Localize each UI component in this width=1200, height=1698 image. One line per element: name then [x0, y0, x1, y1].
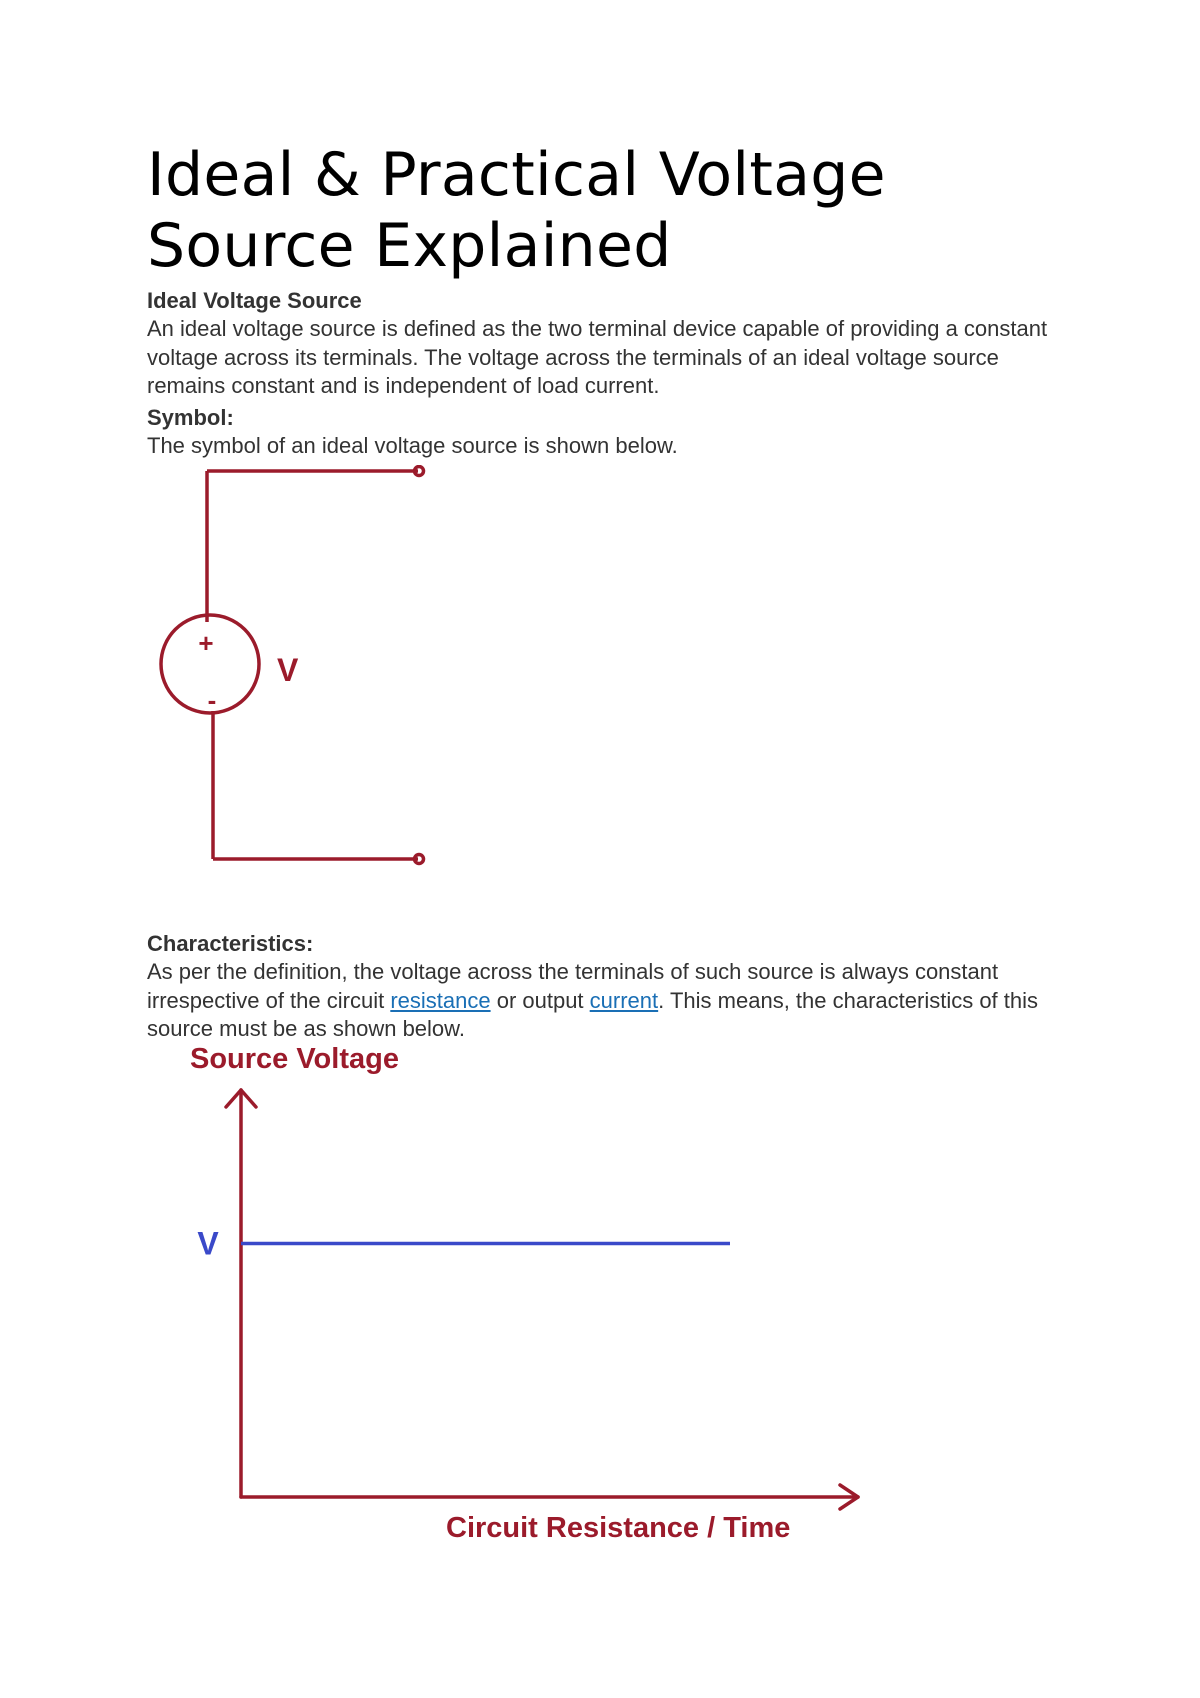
voltage-level-label: V: [197, 1225, 219, 1262]
characteristics-paragraph: [147, 958, 1067, 1044]
resistance-link[interactable]: resistance: [390, 987, 491, 1013]
document-page: [147, 140, 1067, 460]
char-text-3: . This means, the characteristics of this source must be as shown below.: [147, 987, 1039, 1041]
char-text-1: As per the definition, the voltage across the terminals of such source is always constant irrespective of the circuit: [147, 959, 999, 1013]
characteristics-chart: [160, 1040, 880, 1560]
minus-sign: -: [207, 685, 217, 715]
title-line-2: Source Explained: [147, 211, 672, 281]
voltage-source-symbol: [147, 465, 447, 885]
y-axis-label: Source Voltage: [190, 1043, 399, 1075]
characteristics-heading: Characteristics:: [147, 931, 314, 956]
symbol-paragraph: The symbol of an ideal voltage source is shown below.: [147, 432, 678, 458]
section-heading: Ideal Voltage Source: [147, 288, 362, 313]
bottom-terminal-node: [415, 855, 424, 864]
char-text-2: or output: [490, 987, 590, 1013]
plus-sign: +: [198, 628, 214, 658]
voltage-label: V: [277, 652, 299, 688]
page-title: [147, 140, 1067, 282]
characteristics-section: [147, 929, 1067, 1044]
x-axis-label: Circuit Resistance / Time: [446, 1512, 791, 1544]
title-line-1: Ideal & Practical Voltage: [147, 140, 886, 210]
symbol-heading: Symbol:: [147, 404, 234, 430]
top-terminal-node: [415, 467, 424, 476]
definition-paragraph: An ideal voltage source is defined as the two terminal device capable of providing a constant voltage across its terminals. The voltage across the terminals of an ideal voltage source remains constant and is independent of load current.: [147, 316, 1048, 398]
current-link[interactable]: current: [589, 987, 659, 1013]
